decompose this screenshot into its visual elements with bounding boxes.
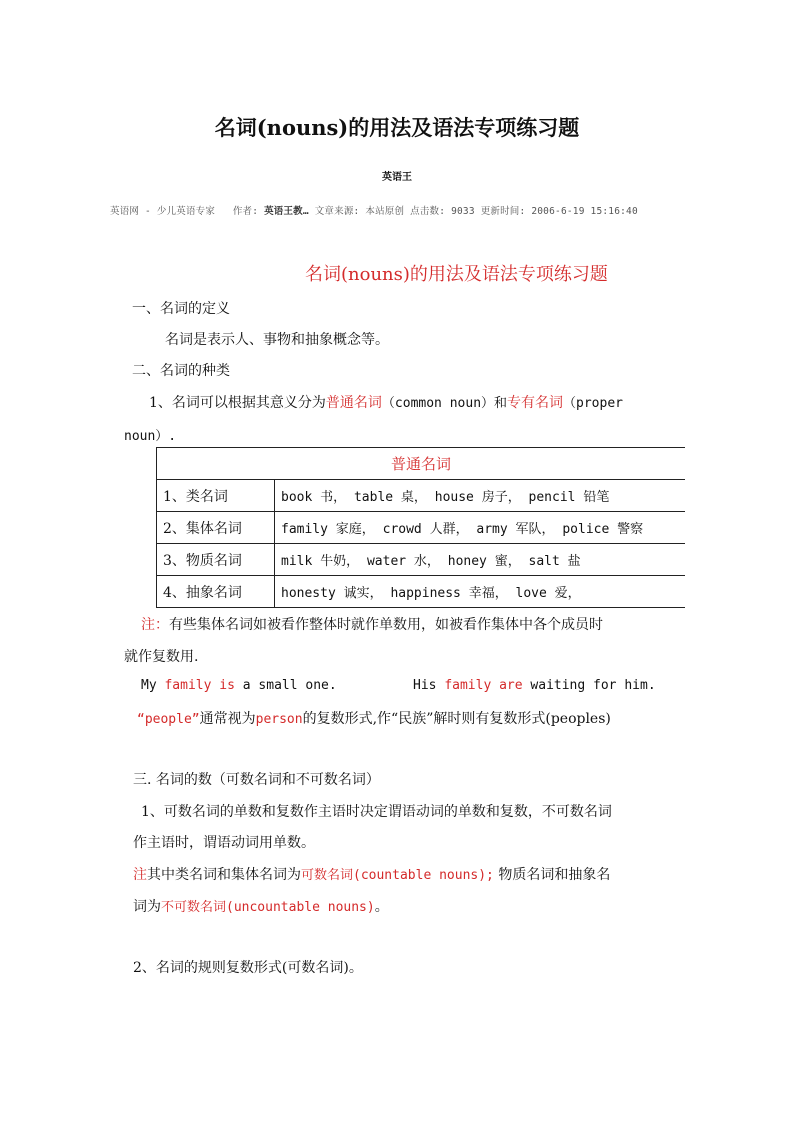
ex1-family: family bbox=[164, 678, 212, 693]
countable-note bbox=[133, 864, 610, 884]
note-text-b: 物质名词和抽象名 bbox=[493, 867, 611, 883]
section-subtitle: 名词(nouns)的用法及语法专项练习题 bbox=[305, 264, 608, 285]
table-header: 普通名词 bbox=[157, 448, 686, 480]
table-header-row bbox=[157, 448, 686, 480]
table-row bbox=[157, 576, 686, 608]
people-quote: “people” bbox=[137, 712, 200, 727]
number-text-a: 1、可数名词的单数和复数作主语时决定谓语动词的单数和复数，不可数名词 bbox=[141, 804, 612, 820]
row-items: book 书， table 桌， house 房子， pencil 铅笔 bbox=[275, 480, 686, 512]
note-text-c: 词为 bbox=[133, 899, 161, 915]
ex2-family: family bbox=[444, 678, 492, 693]
uncountable-note bbox=[133, 896, 389, 916]
row-items: honesty 诚实， happiness 幸福， love 爱， bbox=[275, 576, 686, 608]
clicks-label: 点击数: bbox=[410, 206, 446, 217]
uncountable-term: 不可数名词(uncountable nouns) bbox=[161, 900, 375, 915]
article-meta bbox=[110, 203, 638, 217]
updated-label: 更新时间: bbox=[480, 206, 526, 217]
ex1-text-a: My bbox=[141, 678, 165, 693]
example-sentence-2 bbox=[413, 678, 656, 693]
row-items: family 家庭， crowd 人群， army 军队， police 警察 bbox=[275, 512, 686, 544]
updated-value: 2006-6-19 15:16:40 bbox=[531, 206, 638, 217]
page-margin-mask bbox=[685, 440, 794, 620]
people-text-a: 通常视为 bbox=[199, 711, 256, 727]
definition-text: 名词是表示人、事物和抽象概念等。 bbox=[165, 332, 389, 348]
countable-term: 可数名词(countable nouns); bbox=[301, 868, 494, 883]
note-text-a: 有些集体名词如被看作整体时就作单数用，如被看作集体中各个成员时 bbox=[169, 617, 603, 633]
source-value: 本站原创 bbox=[365, 206, 405, 217]
people-note bbox=[137, 708, 611, 728]
ex2-text-b: waiting for him. bbox=[522, 678, 656, 693]
row-label: 2、集体名词 bbox=[157, 512, 275, 544]
heading-number: 三. 名词的数（可数名词和不可数名词） bbox=[133, 772, 380, 788]
ex1-verb: is bbox=[211, 678, 235, 693]
heading-types: 二、名词的种类 bbox=[132, 363, 230, 379]
types-text-b: （common noun）和 bbox=[381, 396, 508, 411]
source-site: 英语网 - 少儿英语专家 bbox=[110, 206, 216, 217]
proper-noun-term: 专有名词 bbox=[507, 395, 564, 411]
row-label: 3、物质名词 bbox=[157, 544, 275, 576]
row-items: milk 牛奶， water 水， honey 蜜， salt 盐 bbox=[275, 544, 686, 576]
heading-definition: 一、名词的定义 bbox=[132, 301, 230, 317]
ex2-verb: are bbox=[491, 678, 523, 693]
people-text-b: 的复数形式,作“民族”解时则有复数形式(peoples) bbox=[302, 711, 611, 727]
number-text-b: 作主语时，谓语动词用单数。 bbox=[133, 835, 315, 851]
common-nouns-table bbox=[156, 447, 686, 608]
ex2-text-a: His bbox=[413, 678, 445, 693]
table-row bbox=[157, 544, 686, 576]
example-sentence-1 bbox=[141, 678, 337, 693]
note-label: 注： bbox=[141, 617, 169, 633]
regular-plural-heading: 2、名词的规则复数形式(可数名词)。 bbox=[133, 960, 363, 976]
author-name: 英语王 bbox=[382, 172, 412, 183]
note-text-a: 其中类名词和集体名词为 bbox=[147, 867, 301, 883]
table-row bbox=[157, 480, 686, 512]
note-text-d: 。 bbox=[374, 899, 389, 915]
author-label: 作者: bbox=[232, 206, 259, 217]
row-label: 4、抽象名词 bbox=[157, 576, 275, 608]
note-collective bbox=[141, 614, 603, 634]
person-term: person bbox=[255, 712, 303, 727]
author-value: 英语王教… bbox=[264, 206, 309, 217]
note-label: 注 bbox=[133, 867, 147, 883]
source-label: 文章来源: bbox=[314, 206, 360, 217]
common-noun-term: 普通名词 bbox=[325, 395, 382, 411]
row-label: 1、类名词 bbox=[157, 480, 275, 512]
note-text-b: 就作复数用. bbox=[124, 649, 199, 665]
types-text-c: （proper bbox=[563, 396, 623, 411]
ex1-text-b: a small one. bbox=[234, 678, 337, 693]
document-title: 名词(nouns)的用法及语法专项练习题 bbox=[214, 115, 580, 140]
types-text-d: noun）. bbox=[124, 429, 177, 444]
types-text-a: 1、名词可以根据其意义分为 bbox=[149, 395, 326, 411]
types-paragraph bbox=[149, 392, 623, 412]
table-row bbox=[157, 512, 686, 544]
clicks-value: 9033 bbox=[451, 206, 475, 217]
